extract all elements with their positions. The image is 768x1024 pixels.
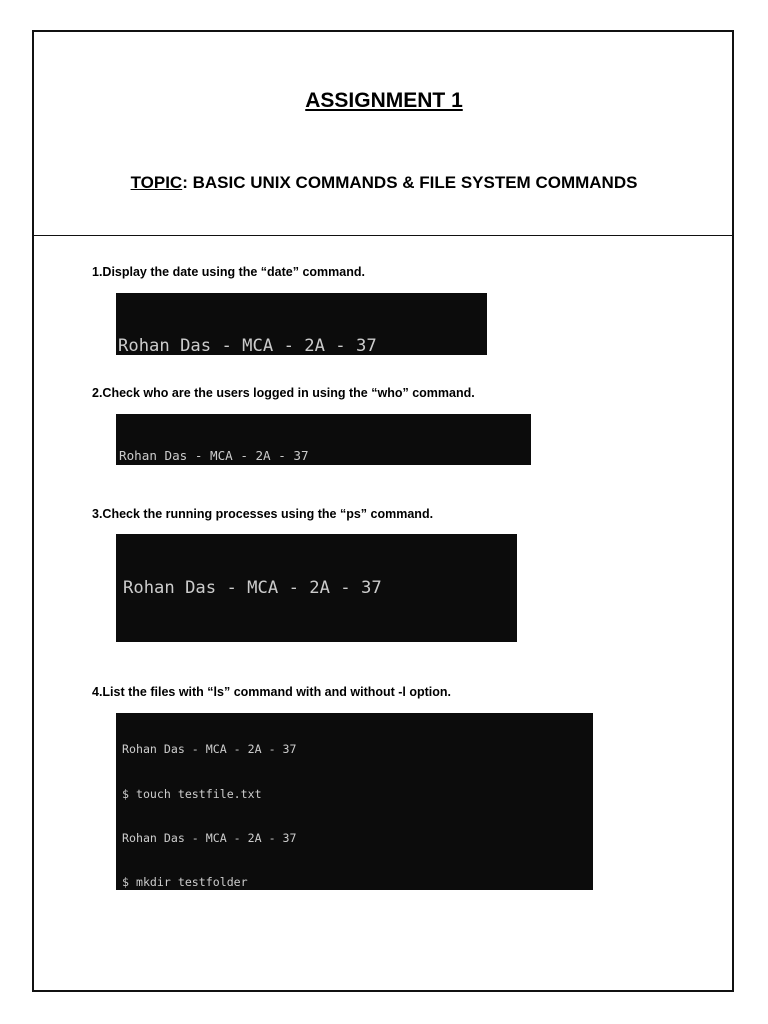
terminal-line: Rohan Das - MCA - 2A - 37 [122, 742, 297, 757]
terminal-screenshot-3 [116, 534, 517, 642]
topic-text: BASIC UNIX COMMANDS & FILE SYSTEM COMMANDS [192, 173, 638, 192]
assignment-title: ASSIGNMENT 1 [305, 89, 463, 112]
terminal-screenshot-2 [116, 414, 531, 465]
terminal-line: Rohan Das - MCA - 2A - 37 [122, 830, 297, 845]
question-3: 3.Check the running processes using the “ps” command. [92, 507, 434, 521]
terminal-screenshot-4 [116, 713, 593, 890]
topic-heading [0, 173, 768, 193]
topic-label: TOPIC [130, 173, 183, 192]
topic-separator: : [182, 173, 193, 192]
terminal-line: Rohan Das - MCA - 2A - 37 [118, 336, 377, 355]
terminal-line: $ mkdir testfolder [122, 874, 248, 889]
terminal-line [123, 641, 517, 642]
question-2: 2.Check who are the users logged in using the “who” command. [92, 386, 475, 400]
terminal-screenshot-1 [116, 293, 487, 355]
terminal-line: Rohan Das - MCA - 2A - 37 [119, 448, 309, 463]
header-divider [32, 235, 734, 236]
question-1: 1.Display the date using the “date” command. [92, 265, 365, 279]
terminal-line: Rohan Das - MCA - 2A - 37 [123, 578, 382, 598]
question-4: 4.List the files with “ls” command with and without -l option. [92, 685, 452, 699]
terminal-line: $ touch testfile.txt [122, 786, 262, 801]
